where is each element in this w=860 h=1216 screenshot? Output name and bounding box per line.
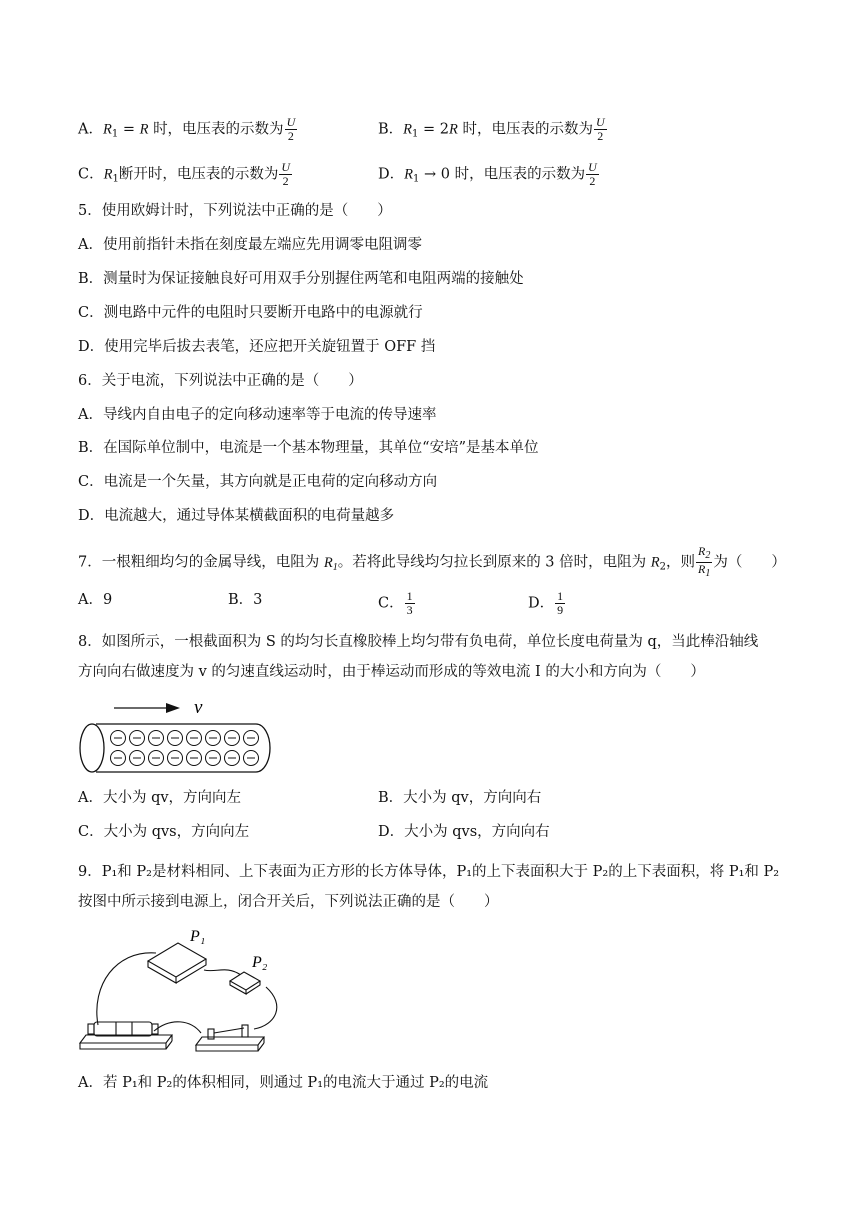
q8-option-d: D．大小为 qvs，方向向右 bbox=[378, 824, 550, 840]
q5-stem: 5．使用欧姆计时，下列说法中正确的是（ ） bbox=[78, 203, 392, 219]
q7-option-b: B．3 bbox=[228, 592, 263, 608]
q5-option-a: A．使用前指针未指在刻度最左端应先用调零电阻调零 bbox=[78, 237, 422, 253]
q6-option-d: D．电流越大，通过导体某横截面积的电荷量越多 bbox=[78, 508, 395, 524]
p2-label: P₂ bbox=[252, 954, 268, 971]
q4-option-b: B．$R_1 = 2R$ 时，电压表的示数为 $\frac{U}{2}$ bbox=[378, 115, 605, 143]
charged-rod-figure bbox=[76, 694, 276, 776]
q8-stem-line2: 方向向右做速度为 v 的匀速直线运动时，由于棒运动而形成的等效电流 I 的大小和方向为（ ） bbox=[78, 664, 705, 680]
velocity-label: v bbox=[194, 697, 203, 718]
q9-stem-line1: 9．P₁和 P₂是材料相同、上下表面为正方形的长方体导体，P₁的上下表面积大于 P₂的上下表面积，将 P₁和 P₂ bbox=[78, 864, 780, 880]
q6-option-c: C．电流是一个矢量，其方向就是正电荷的定向移动方向 bbox=[78, 474, 438, 490]
q4-option-a: A．$R_1 = R$ 时，电压表的示数为 $\frac{U}{2}$ bbox=[78, 115, 296, 143]
fraction-u-over-2: $\frac{U}{2}$ bbox=[595, 115, 605, 143]
q8-option-a: A．大小为 qv，方向向左 bbox=[78, 790, 242, 806]
q7-option-d: D． $\frac{1}{9}$ bbox=[528, 589, 564, 617]
q7-stem: 7．一根粗细均匀的金属导线，电阻为 $R_1$。若将此导线均匀拉长到原来的 3 倍时，电阻为 $R_2$，则 $\frac{R_2}{R_1}$ 为（ ） bbox=[78, 544, 786, 579]
q7-option-c: C． $\frac{1}{3}$ bbox=[378, 589, 413, 617]
p1-label: P₁ bbox=[190, 928, 206, 945]
q7-option-a: A．9 bbox=[78, 592, 113, 608]
q6-option-a: A．导线内自由电子的定向移动速率等于电流的传导速率 bbox=[78, 407, 437, 423]
q5-option-c: C．测电路中元件的电阻时只要断开电路中的电源就行 bbox=[78, 305, 423, 321]
q5-option-b: B．测量时为保证接触良好可用双手分别握住两笔和电阻两端的接触处 bbox=[78, 271, 524, 287]
fraction-one-ninth: $\frac{1}{9}$ bbox=[557, 589, 564, 617]
q8-option-b: B．大小为 qv，方向向右 bbox=[378, 790, 542, 806]
q4-option-c: C．$R_1$断开时，电压表的示数为 $\frac{U}{2}$ bbox=[78, 160, 291, 188]
q8-stem-line1: 8．如图所示，一根截面积为 S 的均匀长直橡胶棒上均匀带有负电荷，单位长度电荷量为 q，当此棒沿轴线 bbox=[78, 634, 759, 650]
fraction-u-over-2: $\frac{U}{2}$ bbox=[281, 160, 291, 188]
q9-stem-line2: 按图中所示接到电源上，闭合开关后，下列说法正确的是（ ） bbox=[78, 894, 499, 910]
q9-option-a: A．若 P₁和 P₂的体积相同，则通过 P₁的电流大于通过 P₂的电流 bbox=[78, 1075, 489, 1091]
fraction-u-over-2: $\frac{U}{2}$ bbox=[286, 115, 296, 143]
q4-option-d: D．$R_1 \to 0$ 时，电压表的示数为 $\frac{U}{2}$ bbox=[378, 160, 597, 188]
q5-option-d: D．使用完毕后拔去表笔，还应把开关旋钮置于 OFF 挡 bbox=[78, 339, 436, 355]
q8-option-c: C．大小为 qvs，方向向左 bbox=[78, 824, 250, 840]
fraction-u-over-2: $\frac{U}{2}$ bbox=[588, 160, 597, 188]
fraction-one-third: $\frac{1}{3}$ bbox=[406, 589, 413, 617]
fraction-r2-over-r1: $\frac{R_2}{R_1}$ bbox=[698, 544, 711, 579]
q6-option-b: B．在国际单位制中，电流是一个基本物理量，其单位“安培”是基本单位 bbox=[78, 440, 539, 456]
q6-stem: 6．关于电流，下列说法中正确的是（ ） bbox=[78, 373, 363, 389]
circuit-figure bbox=[76, 925, 306, 1057]
